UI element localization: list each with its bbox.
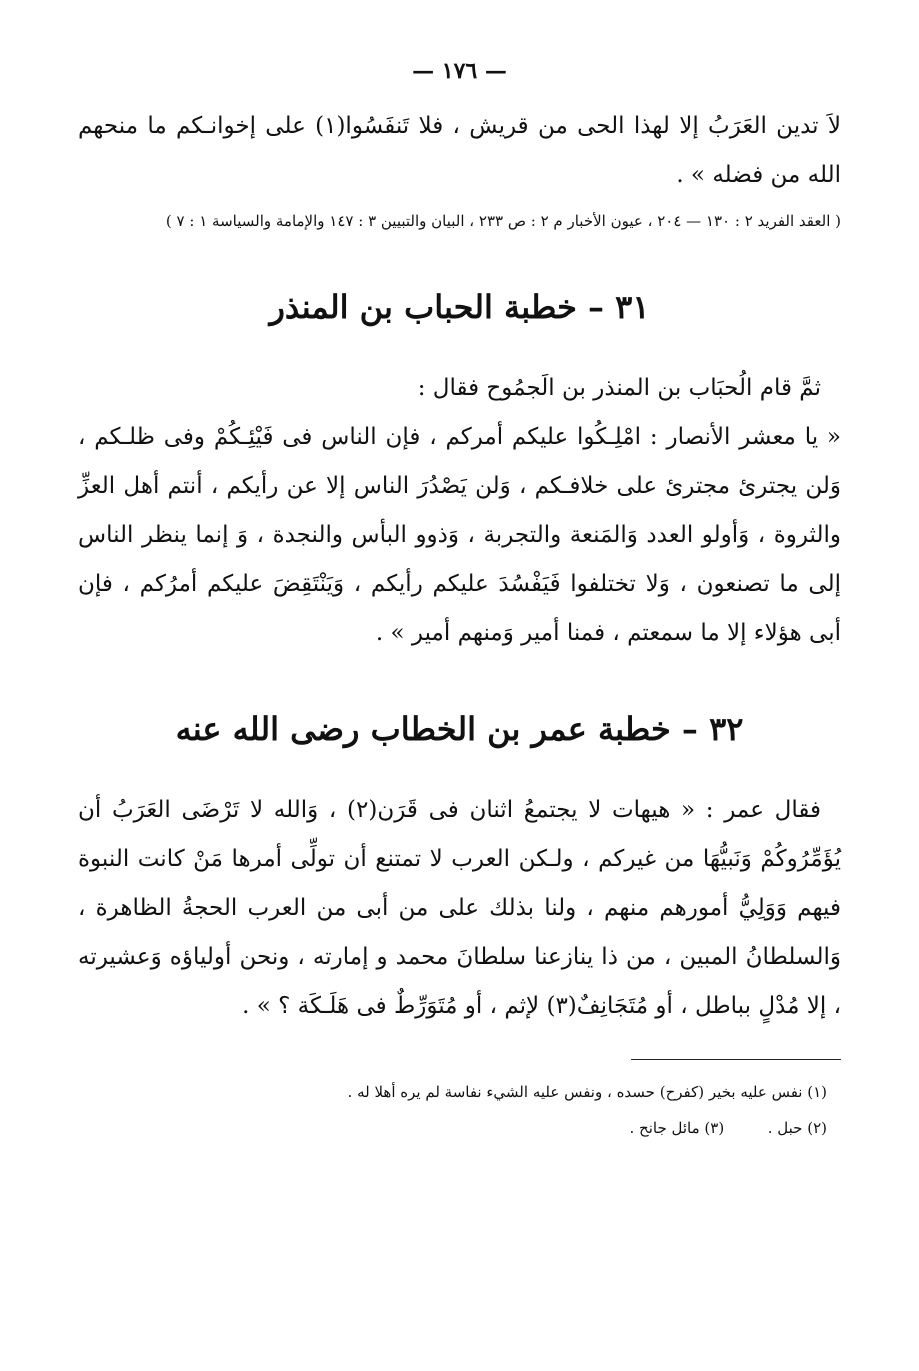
continuation-paragraph: لاَ تدين العَرَبُ إلا لهذا الحى من قريش ، فلا تَنفَسُوا(١) على إخوانـكم ما منحهم الله من فضله » . [78, 113, 841, 188]
page-number: — ١٧٦ — [412, 58, 507, 84]
footnote-3: (٣) مائل جانح . [629, 1119, 725, 1137]
footnote-2: (٢) حبل . [767, 1119, 827, 1137]
footnote-line-2 [78, 1110, 841, 1146]
section-31-intro: ثمَّ قام الُحبَاب بن المنذر بن الَجمُوح فقال : [417, 375, 821, 401]
footnote-divider [631, 1059, 841, 1060]
section-31-title: ٣١ – خطبة الحباب بن المنذر [269, 288, 650, 326]
footnote-1: (١) نفس عليه بخير (كفرح) حسده ، ونفس عليه الشيء نفاسة لم يره أهلا له . [347, 1083, 827, 1101]
section-31-speech: « يا معشر الأنصار : امْلِـكُوا عليكم أمركم ، فإن الناس فى فَيْئِـكُمْ وفى ظلـكم ، وَلن يجترئ مجترئ على خلافـكم ، وَلن يَصْدُرَ الناس إلا عن رأيكم ، أنتم أهل العزِّ والثروة ، وَأولو العدد وَالمَنعة والتجربة ، وَذوو البأس والنجدة ، وَ إنما ينظر الناس إلى ما تصنعون ، وَلا تختلفوا فَيَفْسُدَ عليكم رأيكم ، وَيَنْتَقِضَ عليكم أمرُكم ، فإن أبى هؤلاء إلا ما سمعتم ، فمنا أمير وَمنهم أمير » . [78, 424, 841, 646]
source-citation: ( العقد الفريد ٢ : ١٣٠ — ٢٠٤ ، عيون الأخبار م ٢ : ص ٢٣٣ ، البيان والتبيين ٣ : ١٤٧ والإمامة والسياسة ١ : ٧ ) [165, 212, 841, 230]
section-32-title: ٣٢ – خطبة عمر بن الخطاب رضى الله عنه [175, 710, 744, 748]
section-32-speech: فقال عمر : « هيهات لا يجتمعُ اثنان فى قَرَن(٢) ، وَالله لا تَرْضَى العَرَبُ أن يُؤَمِّرُوكُمْ وَنَبيُّهَا من غيركم ، ولـكن العرب لا تمتنع أن تولِّى أمرها مَنْ كانت النبوة فيهم وَوَلِيُّ أمورهم منهم ، ولنا بذلك على من أبى من العرب الحجةُ الظاهرة ، وَالسلطانُ المبين ، من ذا ينازعنا سلطانَ محمد و إمارته ، ونحن أولياؤه وَعشيرته ، إلا مُدْلٍ بباطل ، أو مُتَجَانِفٌ(٣) لإثم ، أو مُتَوَرِّطٌ فى هَلَـكَة ؟ » . [78, 797, 841, 1019]
